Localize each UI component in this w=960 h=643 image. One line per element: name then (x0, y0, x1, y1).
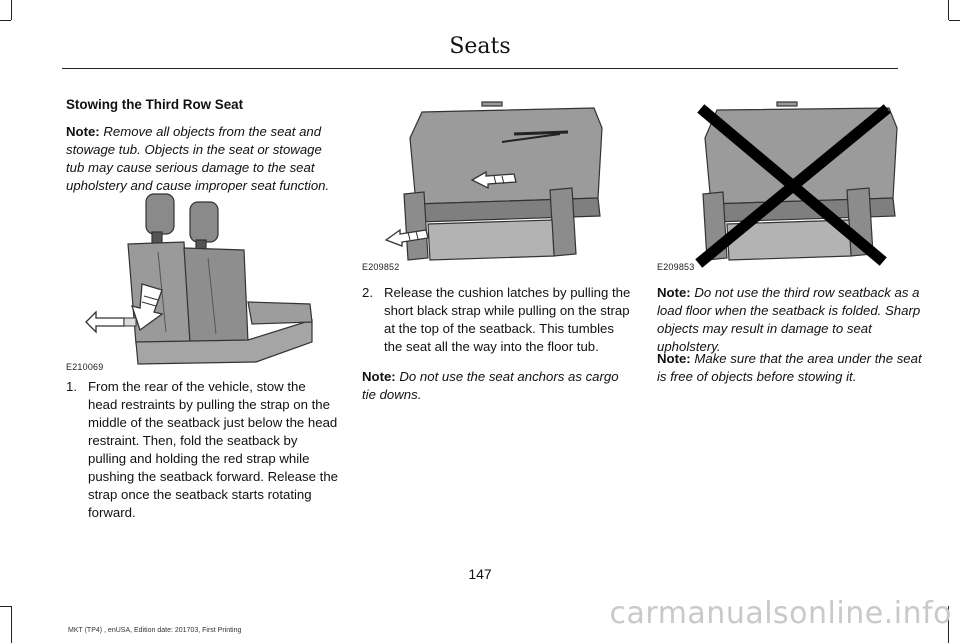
step-2-text: Release the cushion latches by pulling the short black strap while pulling on the strap at the top of the seatback. This tumbles the seat all the way into the floor tub. (384, 285, 631, 354)
note-area-clear-text: Make sure that the area under the seat is free of objects before stowing it. (657, 351, 922, 384)
note-area-clear-label: Note: (657, 351, 691, 366)
intro-note-label: Note: (66, 124, 100, 139)
watermark: carmanualsonline.info (609, 596, 952, 631)
figure-cushion-latch-release (362, 98, 612, 270)
section-heading: Stowing the Third Row Seat (66, 97, 244, 112)
crop-mark-bottom-left-v (11, 606, 12, 643)
note-load-floor-text: Do not use the third row seatback as a load floor when the seatback is folded. Sharp objects may result in damage to seat upholstery. (657, 285, 921, 354)
page-header-title: Seats (449, 34, 511, 59)
figure-code-3: E209853 (657, 262, 695, 272)
intro-note (66, 123, 338, 195)
note-anchors-text: Do not use the seat anchors as cargo tie downs. (362, 369, 619, 402)
figure-code-1: E210069 (66, 362, 104, 372)
footer-edition-info: MKT (TP4) , enUSA, Edition date: 201703, First Printing (68, 627, 242, 634)
step-1-text: From the rear of the vehicle, stow the head restraints by pulling the strap on the middle of the seatback just below the head restraint. Then, fold the seatback by pulling and holding the red strap while pushing the seatback forward. Release the strap once the seatback starts rotating forward. (88, 379, 338, 520)
seat-illustration-2 (362, 98, 612, 270)
note-load-floor-label: Note: (657, 285, 691, 300)
crop-mark-top-left-v (11, 0, 12, 20)
note-load-floor (657, 284, 929, 356)
crop-mark-top-right-v (948, 0, 949, 20)
figure-code-2: E209852 (362, 262, 400, 272)
crop-mark-top-right-h (949, 20, 960, 21)
header-divider (62, 68, 898, 69)
intro-note-text: Remove all objects from the seat and stowage tub. Objects in the seat or stowage tub may cause serious damage to the seat upholstery and cause improper seat function. (66, 124, 330, 193)
step-2-number: 2. (362, 285, 373, 300)
page-number: 147 (468, 566, 492, 582)
arrow-left-icon (86, 312, 136, 332)
seat-illustration-1 (66, 192, 316, 372)
figure-do-not-load-floor (657, 98, 907, 270)
step-2 (362, 284, 634, 356)
step-1-number: 1. (66, 379, 77, 394)
crop-mark-bottom-left-h (0, 606, 11, 607)
seat-illustration-3 (657, 98, 907, 270)
crop-mark-top-left-h (0, 20, 11, 21)
note-anchors-label: Note: (362, 369, 396, 384)
step-1 (66, 378, 338, 522)
figure-third-row-seat-headrest (66, 192, 316, 372)
note-anchors (362, 368, 634, 404)
note-area-clear (657, 350, 929, 386)
